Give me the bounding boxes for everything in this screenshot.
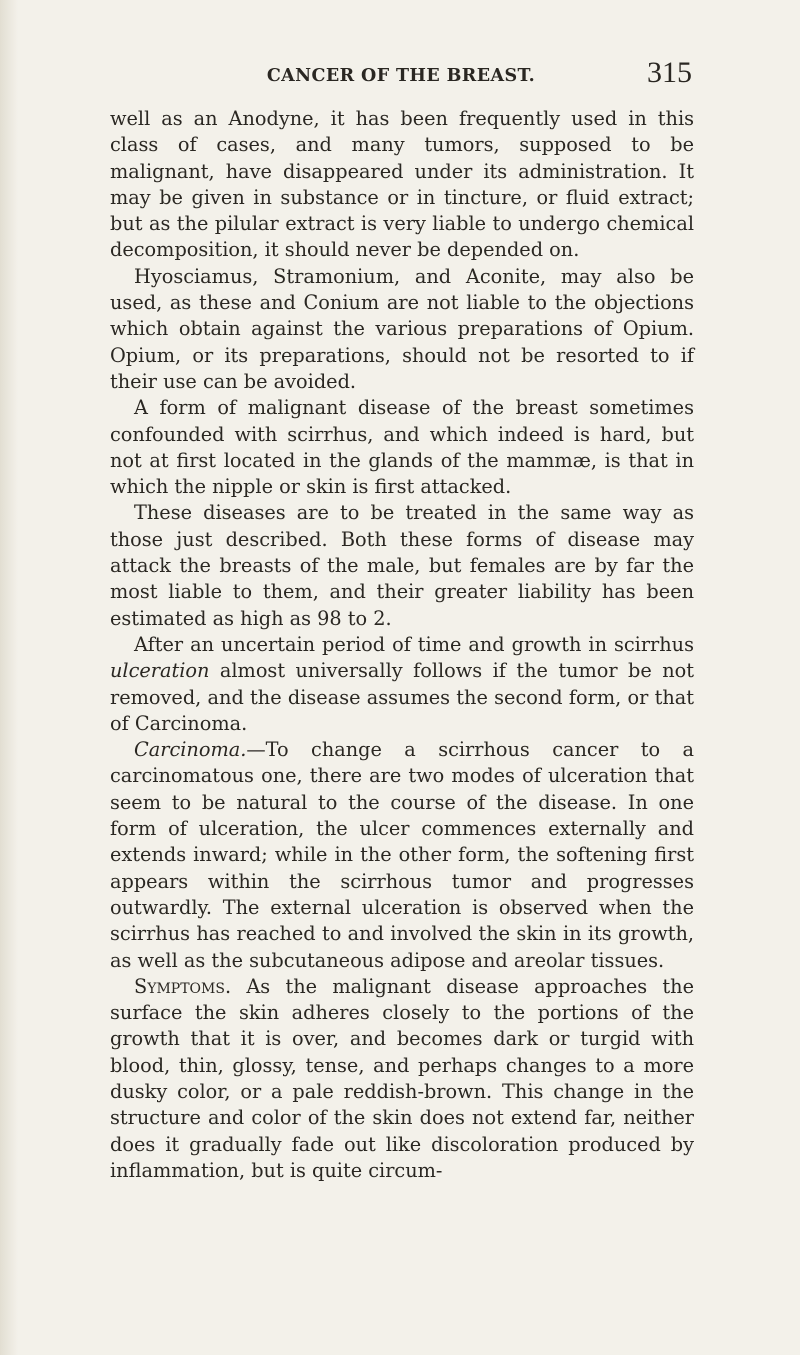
paragraph-treatment: These diseases are to be treated in the same way as those just described. Both these forms of disease may attack the breasts of the male, but females are by far the most liable to them, and their greater liability has been estimated as high as 98 to 2. [110, 501, 694, 630]
running-title: CANCER OF THE BREAST. [266, 66, 536, 86]
paragraph-symptoms-rest: As the malignant disease approaches the surface the skin adheres closely to the portions of the growth that it is over, and becomes dark or turgid with blood, thin, glossy, tense, and perhaps changes to a more dusky color, or a pale reddish-brown. This change in the structure and color of the skin does not extend far, neither does it gradually fade out like discoloration produced by inflammation, but is quite circum- [110, 974, 694, 1182]
paragraph-ulceration-lead: After an uncertain period of time and growth in scirrhus [134, 632, 694, 656]
paragraph-symptoms [110, 974, 694, 1184]
body-text [110, 106, 694, 1184]
term-carcinoma: Carcinoma. [134, 738, 247, 762]
paragraph-ulceration [110, 632, 694, 737]
term-symptoms: Symptoms. [134, 974, 232, 998]
paragraph-anodyne: well as an Anodyne, it has been frequently used in this class of cases, and many tumors, supposed to be malignant, have disappeared under its administration. It may be given in substance or in tincture, or fluid extract; but as the pilular extract is very liable to undergo chemical decomposition, it should never be depended on. [110, 107, 694, 262]
page-header [110, 56, 692, 94]
page-edge [0, 0, 18, 1355]
paragraph-hyosciamus: Hyosciamus, Stramonium, and Aconite, may also be used, as these and Conium are not liable to the objections which obtain against the various preparations of Opium. Opium, or its preparations, should not be resorted to if their use can be avoided. [110, 264, 694, 393]
term-ulceration: ulceration [110, 659, 210, 683]
page-number: 315 [647, 56, 692, 89]
paragraph-malignant-form: A form of malignant disease of the breast sometimes confounded with scirrhus, and which indeed is hard, but not at first located in the glands of the mammæ, is that in which the nipple or skin is first attacked. [110, 396, 694, 499]
paragraph-carcinoma [110, 737, 694, 974]
paragraph-ulceration-rest: almost universally follows if the tumor be not removed, and the disease assumes the second form, or that of Carcinoma. [110, 659, 694, 735]
paragraph-carcinoma-rest: —To change a scirrhous cancer to a carcinomatous one, there are two modes of ulceration that seem to be natural to the course of the disease. In one form of ulceration, the ulcer commences externally and extends inward; while in the other form, the softening first appears within the scirrhous tumor and progresses outwardly. The external ulceration is observed when the scirrhus has reached to and involved the skin in its growth, as well as the subcutaneous adipose and areolar tissues. [110, 738, 694, 972]
